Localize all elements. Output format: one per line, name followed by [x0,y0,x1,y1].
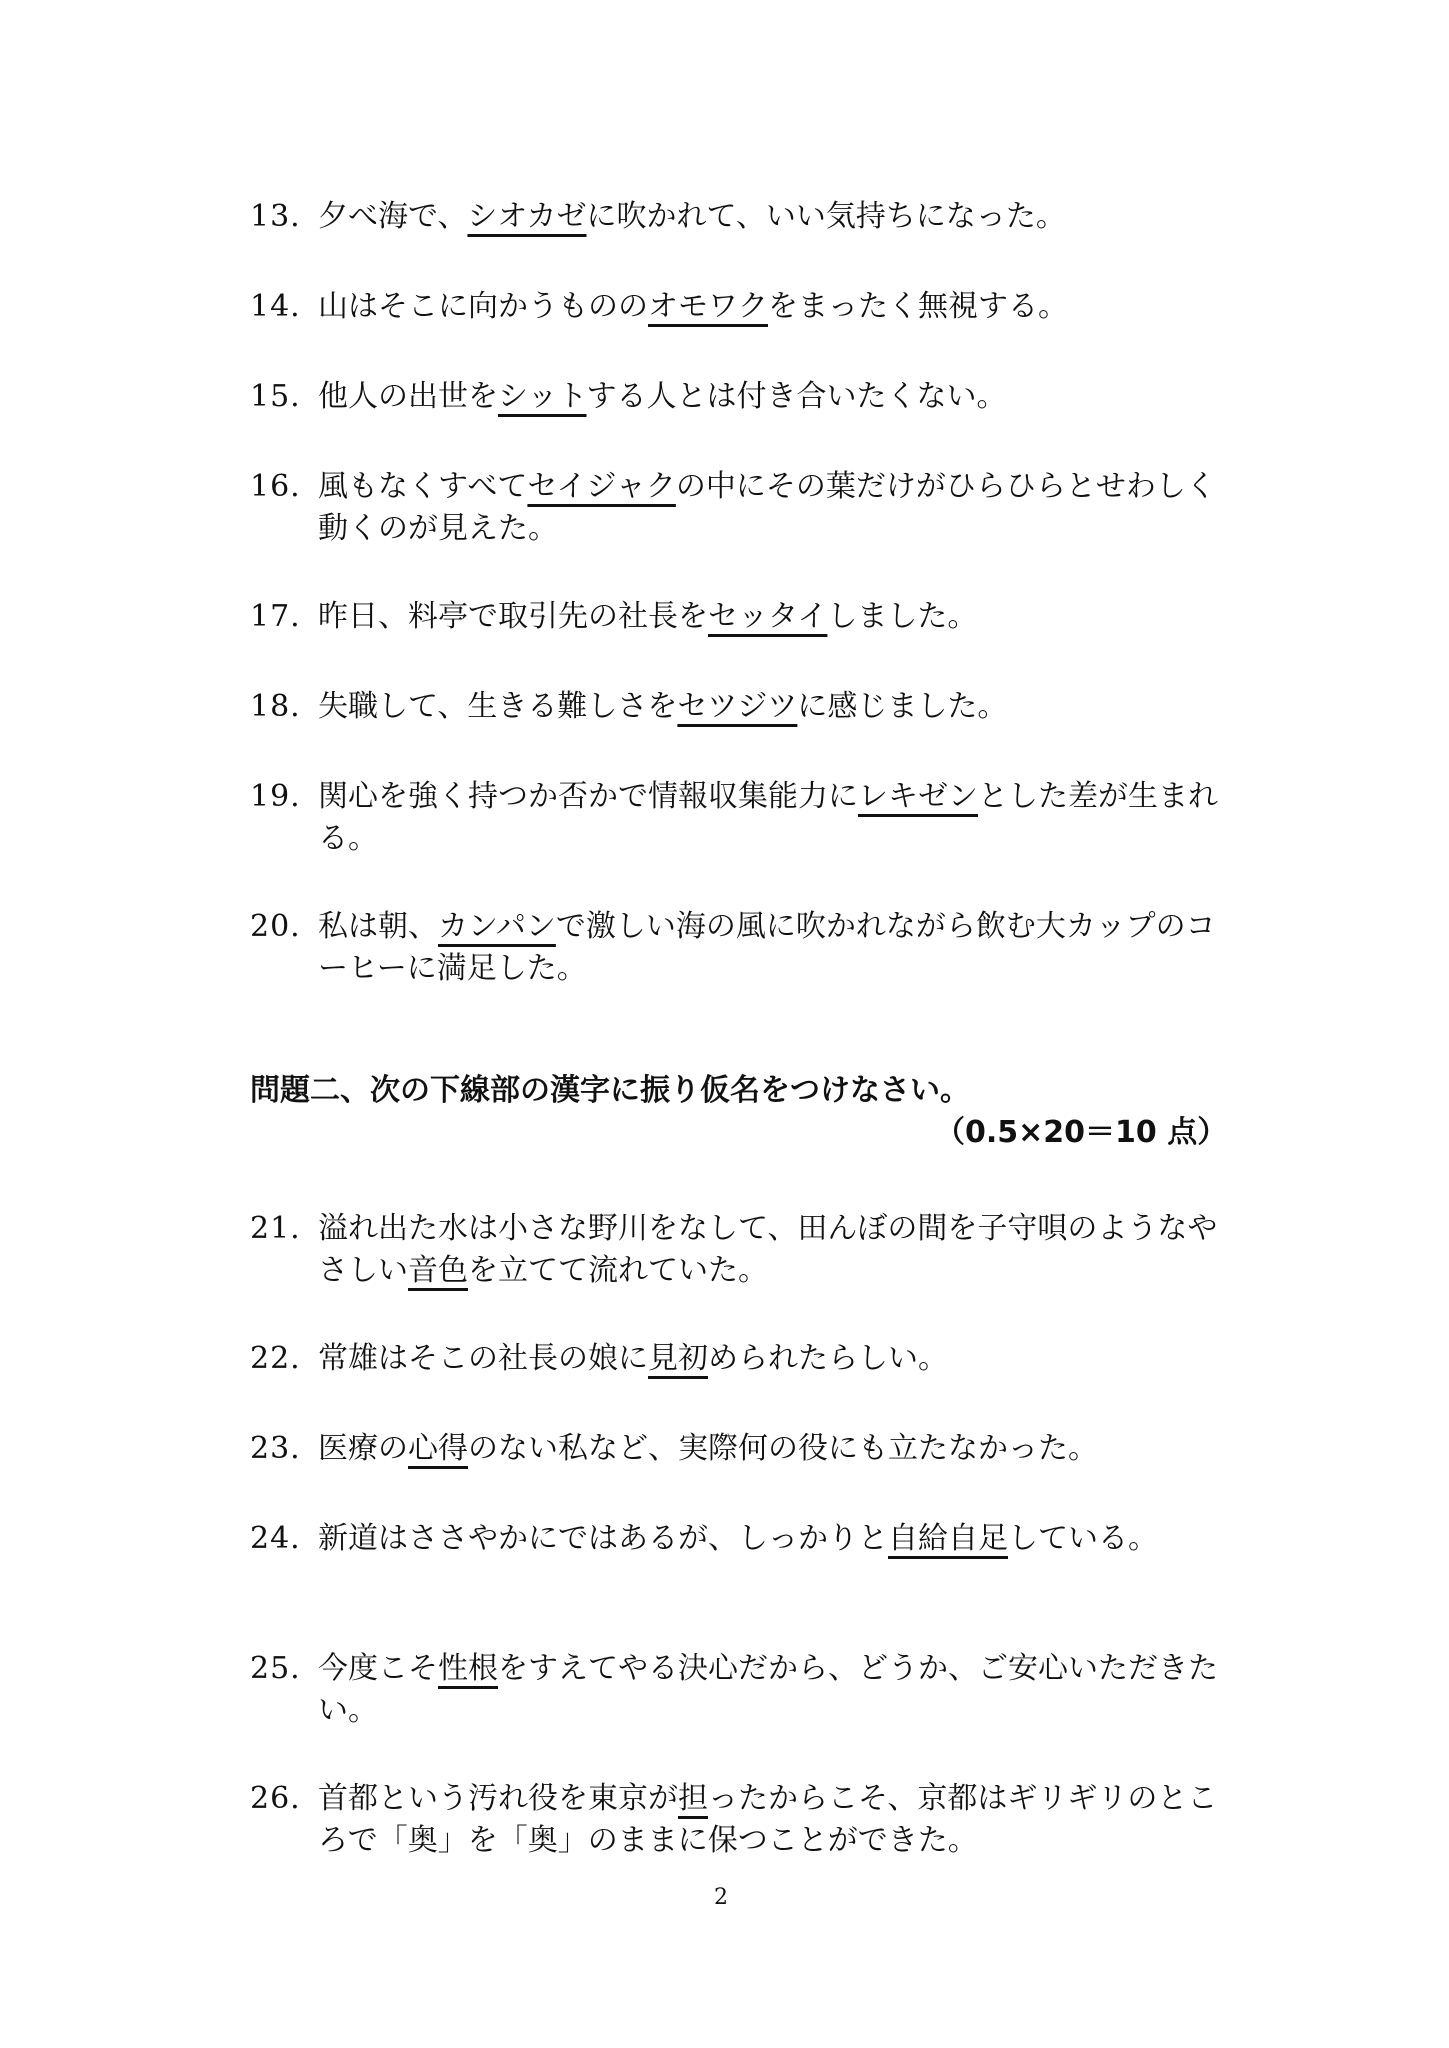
question-24 [250,1518,1230,1560]
question-text: の中にその葉だけがひらひらとせわしく動くのが見えた。 [318,469,1216,546]
question-text: 風もなくすべて [318,469,528,504]
question-text: に吹かれて、いい気持ちになった。 [586,199,1066,234]
question-number: 23. [250,1431,301,1466]
question-text: められたらしい。 [708,1341,948,1376]
page-number: 2 [714,1885,728,1910]
question-number: 20. [250,909,301,944]
question-number: 19. [250,779,301,814]
question-number: 16. [250,469,301,504]
underlined-word: シット [498,379,587,414]
question-number: 25. [250,1651,301,1686]
question-26 [250,1778,1230,1862]
question-number: 14. [250,289,301,324]
question-19 [250,776,1230,860]
score-note: （0.5×20＝10 点） [935,1115,1228,1150]
question-text: 失職して、生きる難しさを [318,689,678,724]
question-text: とした差が生まれる。 [318,779,1218,856]
underlined-word: 性根 [438,1651,498,1686]
question-18 [250,686,1230,728]
question-text: を立てて流れていた。 [468,1253,768,1288]
question-text: 首都という汚れ役を東京が [318,1781,678,1816]
question-number: 18. [250,689,301,724]
underlined-word: レキゼン [858,779,978,814]
question-text: をすえてやる決心だから、どうか、ご安心いただきたい。 [318,1651,1218,1728]
question-25 [250,1648,1230,1732]
question-text: 新道はささやかにではあるが、しっかりと [318,1521,888,1556]
question-number: 22. [250,1341,301,1376]
question-23 [250,1428,1230,1470]
question-text: 溢れ出た水は小さな野川をなして、田んぼの間を子守唄のようなやさしい [318,1211,1218,1288]
question-text: 関心を強く持つか否かで情報収集能力に [318,779,858,814]
question-number: 24. [250,1521,301,1556]
question-21 [250,1208,1230,1292]
underlined-word: カンパン [438,909,556,944]
question-text: 他人の出世を [318,379,498,414]
question-14 [250,286,1230,328]
underlined-word: シオカゼ [467,199,587,234]
section-heading: 問題二、次の下線部の漢字に振り仮名をつけなさい。 [250,1073,970,1108]
question-text: に感じました。 [797,689,1008,724]
question-number: 21. [250,1211,301,1246]
question-number: 26. [250,1781,301,1816]
question-17 [250,596,1230,638]
underlined-word: セッタイ [708,599,828,634]
question-20 [250,906,1230,990]
question-22 [250,1338,1230,1380]
question-text: している。 [1008,1521,1158,1556]
question-15 [250,376,1230,418]
question-text: 私は朝、 [318,909,438,944]
question-text: 夕べ海で、 [318,199,468,234]
question-text: をまったく無視する。 [768,289,1068,324]
question-text: 医療の [318,1431,408,1466]
underlined-word: セイジャク [527,469,676,504]
question-text: 昨日、料亭で取引先の社長を [318,599,708,634]
question-text: しました。 [827,599,978,634]
underlined-word: 自給自足 [888,1521,1008,1556]
question-text: ったからこそ、京都はギリギリのところで「奥」を「奥」のままに保つことができた。 [318,1781,1218,1858]
underlined-word: セツジツ [677,689,798,724]
underlined-word: 担 [678,1781,708,1816]
question-text: のない私など、実際何の役にも立たなかった。 [468,1431,1098,1466]
question-number: 17. [250,599,301,634]
question-number: 15. [250,379,301,414]
question-text: する人とは付き合いたくない。 [586,379,1007,414]
question-13 [250,196,1230,238]
underlined-word: 心得 [408,1431,468,1466]
question-text: 常雄はそこの社長の娘に [318,1341,648,1376]
question-16 [250,466,1230,550]
question-text: 今度こそ [318,1651,438,1686]
question-text: で激しい海の風に吹かれながら飲む大カップのコーヒーに満足した。 [318,909,1216,986]
question-number: 13. [250,199,301,234]
underlined-word: 音色 [408,1253,468,1288]
question-text: 山はそこに向かうものの [318,289,648,324]
underlined-word: オモワク [648,289,768,324]
underlined-word: 見初 [648,1341,708,1376]
